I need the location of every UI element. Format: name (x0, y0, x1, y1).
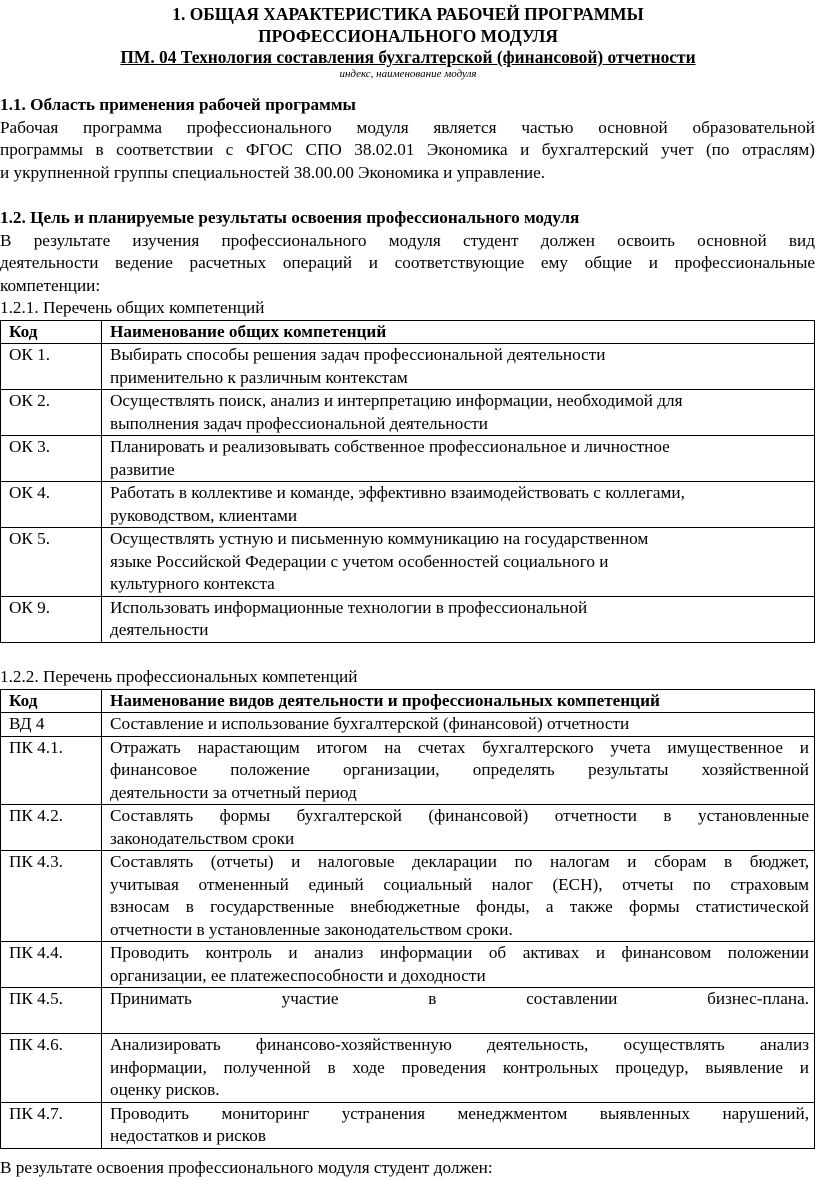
table-row (1, 390, 815, 436)
competency-name-line: Использовать информационные технологии в профессиональной (110, 597, 588, 617)
competency-code: ПК 4.5. (1, 988, 102, 1034)
competency-name-line: Составлять формы бухгалтерской (финансовой) отчетности в установленные (110, 806, 809, 825)
competency-name (102, 344, 815, 390)
competency-name-line: законодательством сроки (110, 828, 295, 848)
competency-name (102, 436, 815, 482)
table-header-row (1, 320, 815, 344)
table-row (1, 436, 815, 482)
competency-name (102, 851, 815, 942)
section-1-2-line-1: В результате изучения профессионального модуля студент должен освоить основной вид (0, 230, 815, 250)
competency-name (102, 1102, 815, 1148)
competency-name-line: Выбирать способы решения задач профессиональной деятельности (110, 345, 606, 364)
professional-table-caption: 1.2.2. Перечень профессиональных компетенций (0, 667, 358, 686)
competency-name-line: отчетности в установленные законодательством сроки. (110, 919, 513, 939)
competency-name (102, 736, 815, 805)
professional-competencies-table (0, 689, 815, 1149)
competency-name-line: Составлять (отчеты) и налоговые декларации по налогам и сборам в бюджет, (110, 852, 809, 871)
competency-code: ОК 1. (1, 344, 102, 390)
section-1-2 (0, 207, 815, 297)
competency-name-line: языке Российской Федерации с учетом особенностей социального и (110, 551, 609, 571)
competency-name-line (110, 1011, 809, 1034)
competency-name-line: Принимать участие в составлении бизнес-плана. (110, 989, 809, 1008)
competency-code: ВД 4 (1, 713, 102, 737)
column-header-name: Наименование видов деятельности и профессиональных компетенций (102, 689, 815, 713)
competency-name-line: Работать в коллективе и команде, эффективно взаимодействовать с коллегами, (110, 483, 685, 502)
competency-code: ПК 4.6. (1, 1034, 102, 1103)
competency-name (102, 596, 815, 642)
competency-code: ПК 4.7. (1, 1102, 102, 1148)
table-row (1, 805, 815, 851)
footer-text: В результате освоения профессионального модуля студент должен: (0, 1158, 493, 1177)
general-competencies (0, 297, 815, 643)
table-row (1, 1102, 815, 1148)
section-1-1-heading: 1.1. Область применения рабочей программы (0, 95, 356, 114)
competency-code: ПК 4.2. (1, 805, 102, 851)
competency-code: ОК 3. (1, 436, 102, 482)
competency-name-line: деятельности за отчетный период (110, 782, 357, 802)
competency-code: ПК 4.4. (1, 942, 102, 988)
column-header-code: Код (1, 320, 102, 344)
competency-name-line: выполнения задач профессиональной деятельности (110, 413, 488, 433)
competency-code: ПК 4.1. (1, 736, 102, 805)
competency-name (102, 1034, 815, 1103)
competency-code: ОК 4. (1, 482, 102, 528)
table-row (1, 528, 815, 597)
column-header-code: Код (1, 689, 102, 713)
footer-section (0, 1157, 815, 1180)
competency-code: ПК 4.3. (1, 851, 102, 942)
competency-name-line: культурного контекста (110, 574, 275, 593)
competency-code: ОК 5. (1, 528, 102, 597)
competency-name (102, 528, 815, 597)
competency-name-line: Отражать нарастающим итогом на счетах бухгалтерского учета имущественное и (110, 737, 809, 757)
competency-name-line: применительно к различным контекстам (110, 367, 408, 387)
table-row (1, 482, 815, 528)
table-row (1, 988, 815, 1034)
table-row (1, 596, 815, 642)
section-1-1-line-3: и укрупненной группы специальностей 38.00.00 Экономика и управление. (0, 162, 546, 182)
competency-name (102, 942, 815, 988)
competency-name (102, 482, 815, 528)
competency-name-line: Составление и использование бухгалтерской (финансовой) отчетности (110, 714, 630, 733)
general-competencies-table (0, 320, 815, 643)
table-row (1, 344, 815, 390)
competency-name-line: Анализировать финансово-хозяйственную деятельность, осуществлять анализ (110, 1035, 809, 1054)
competency-name-line: руководством, клиентами (110, 505, 298, 525)
table-row (1, 851, 815, 942)
competency-name-line: Проводить мониторинг устранения менеджментом выявленных нарушений, (110, 1103, 809, 1123)
table-row (1, 736, 815, 805)
table-row (1, 713, 815, 737)
competency-name-line: оценку рисков. (110, 1080, 220, 1099)
competency-name-line: взносам в государственные внебюджетные фонды, а также формы статистической (110, 897, 809, 916)
competency-code: ОК 9. (1, 596, 102, 642)
competency-name-line: деятельности (110, 620, 209, 639)
competency-name (102, 713, 815, 737)
section-1-2-heading: 1.2. Цель и планируемые результаты освоения профессионального модуля (0, 208, 580, 227)
competency-name (102, 390, 815, 436)
competency-name (102, 988, 815, 1034)
title-line-1: 1. ОБЩАЯ ХАРАКТЕРИСТИКА РАБОЧЕЙ ПРОГРАММЫ (172, 4, 644, 24)
column-header-name: Наименование общих компетенций (102, 320, 815, 344)
section-1-1-line-1: Рабочая программа профессионального модуля является частью основной образовательной (0, 117, 815, 137)
professional-competencies (0, 666, 815, 1149)
document-header (0, 4, 816, 81)
competency-name-line: недостатков и рисков (110, 1126, 266, 1145)
competency-name-line: Осуществлять устную и письменную коммуникацию на государственном (110, 529, 649, 548)
general-table-caption: 1.2.1. Перечень общих компетенций (0, 298, 265, 317)
competency-name-line: финансовое положение организации, определять результаты хозяйственной (110, 760, 809, 779)
section-1-1-line-2: программы в соответствии с ФГОС СПО 38.02.01 Экономика и бухгалтерский учет (по отраслям) (0, 140, 815, 159)
section-1-2-line-3: компетенции: (0, 275, 101, 295)
table-header-row (1, 689, 815, 713)
competency-code: ОК 2. (1, 390, 102, 436)
competency-name (102, 805, 815, 851)
competency-name-line: Осуществлять поиск, анализ и интерпретацию информации, необходимой для (110, 391, 683, 410)
table-row (1, 942, 815, 988)
section-1-1 (0, 94, 815, 184)
module-caption: индекс, наименование модуля (339, 68, 477, 80)
module-title: ПМ. 04 Технология составления бухгалтерской (финансовой) отчетности (120, 47, 696, 67)
competency-name-line: Планировать и реализовывать собственное профессиональное и личностное (110, 437, 670, 456)
title-line-2: ПРОФЕССИОНАЛЬНОГО МОДУЛЯ (258, 25, 558, 46)
table-row (1, 1034, 815, 1103)
competency-name-line: учитывая отмененный единый социальный налог (ЕСН), отчеты по страховым (110, 874, 809, 894)
competency-name-line: информации, полученной в ходе проведения контрольных процедур, выявление и (110, 1057, 809, 1077)
competency-name-line: Проводить контроль и анализ информации об активах и финансовом положении (110, 943, 809, 962)
competency-name-line: организации, ее платежеспособности и доходности (110, 965, 486, 985)
competency-name-line: развитие (110, 459, 175, 479)
section-1-2-line-2: деятельности ведение расчетных операций и соответствующие ему общие и профессиональные (0, 253, 815, 272)
